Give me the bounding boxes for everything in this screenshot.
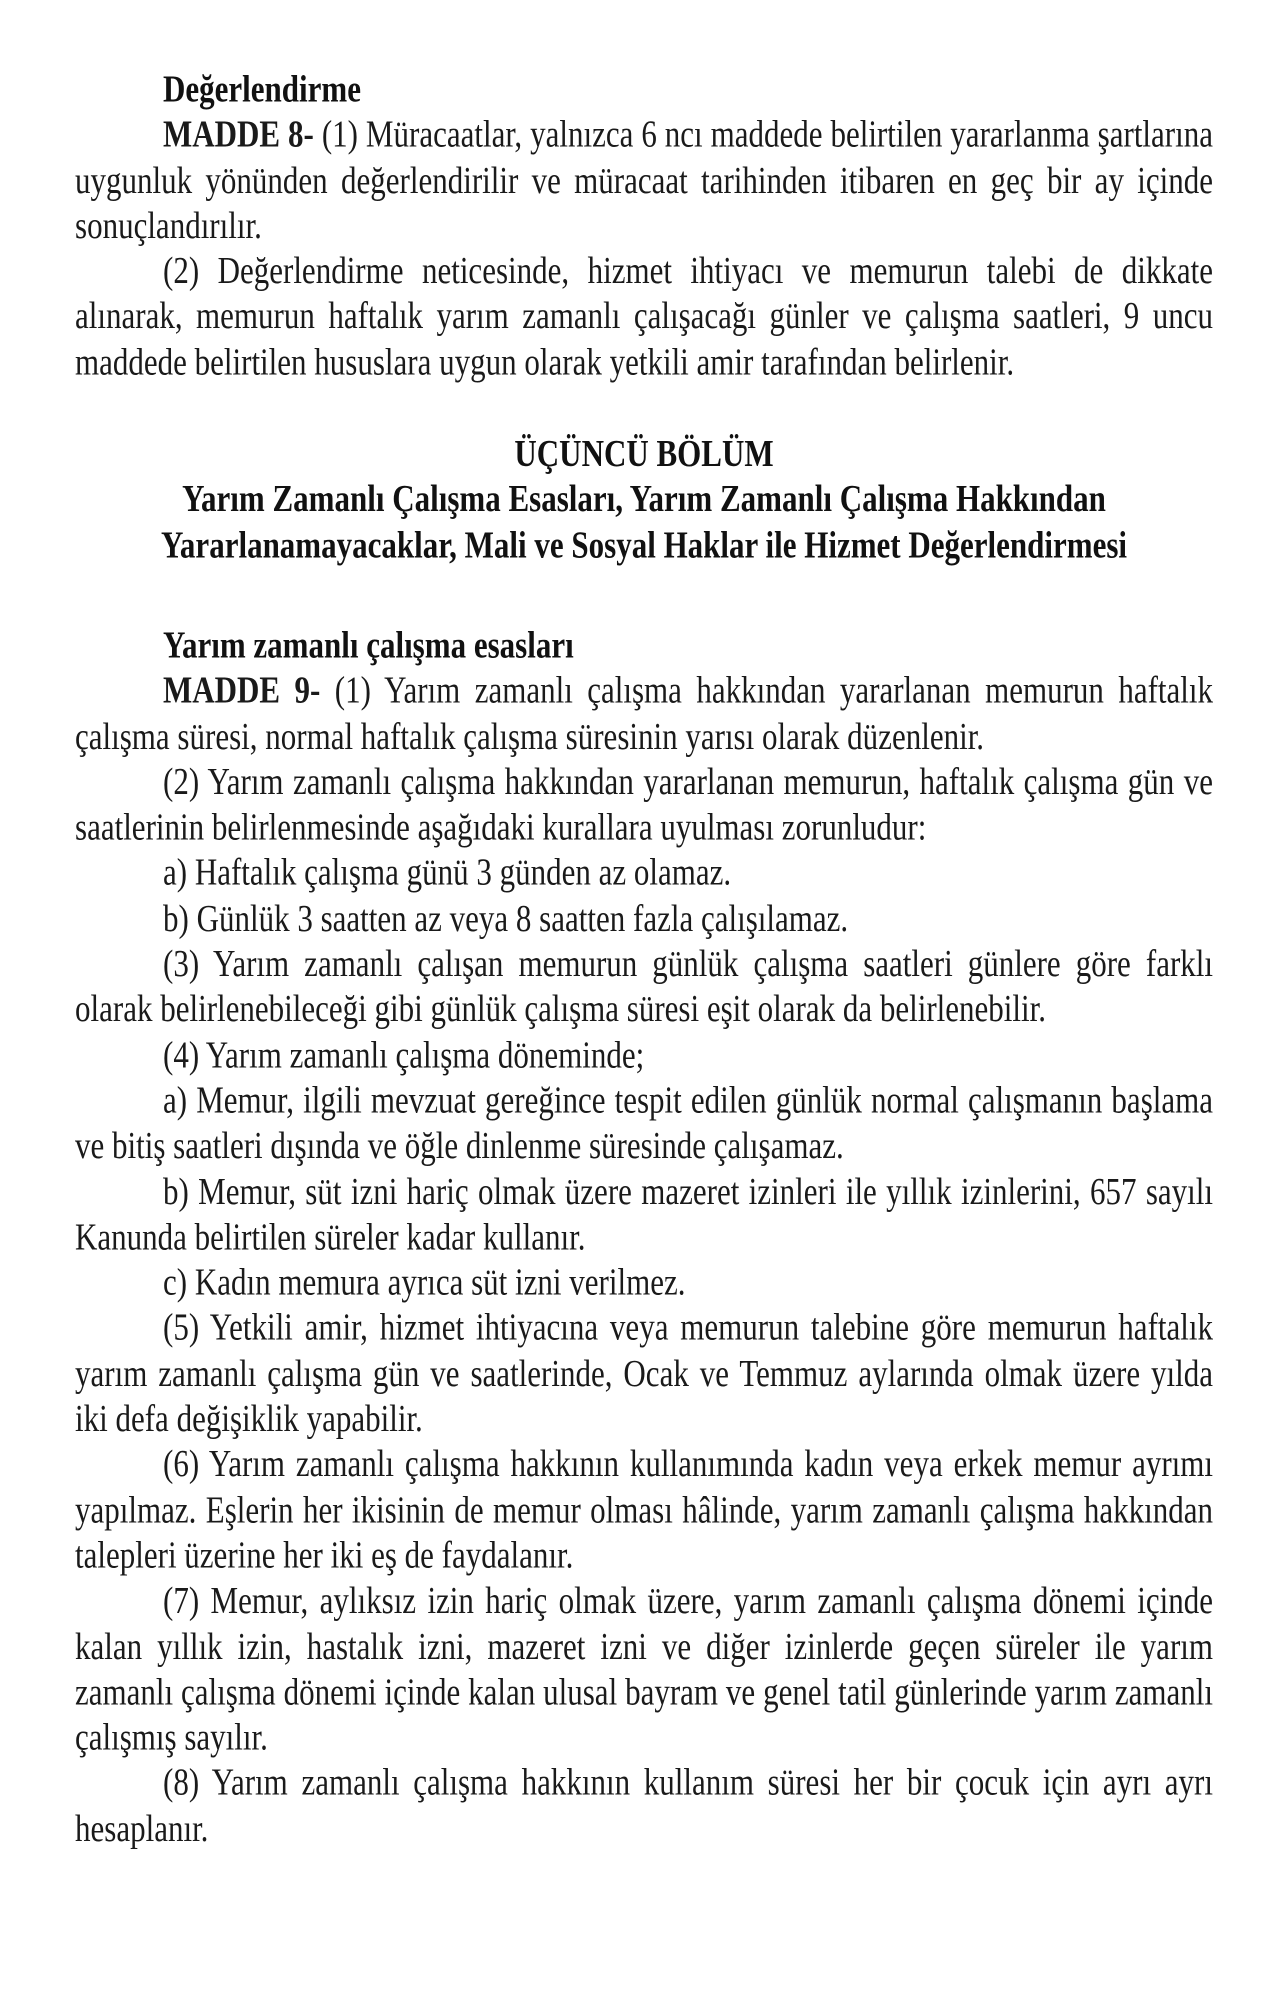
chapter-subtitle: Yarım Zamanlı Çalışma Esasları, Yarım Zamanlı Çalışma Hakkından Yararlanamayacaklar, Mali ve Sosyal Haklar ile Hizmet Değerlendirmesi: [160, 477, 1128, 566]
paragraph-madde9-clause7: (7) Memur, aylıksız izin hariç olmak üzere, yarım zamanlı çalışma dönemi içinde kalan yıllık izin, hastalık izni, mazeret izni ve diğer izinlerde geçen süreler ile yarım zamanlı çalışma dönemi içinde kalan ulusal bayram ve genel tatil günlerinde yarım zamanlı çalışmış sayılır.: [75, 1578, 1213, 1759]
paragraph-madde8-clause1: [75, 111, 1213, 248]
paragraph-madde9-clause1: [75, 668, 1213, 759]
paragraph-madde8-clause2: (2) Değerlendirme neticesinde, hizmet ihtiyacı ve memurun talebi de dikkate alınarak, memurun haftalık yarım zamanlı çalışacağı günler ve çalışma saatleri, 9 uncu maddede belirtilen hususlara uygun olarak yetkili amir tarafından belirlenir.: [75, 249, 1213, 383]
paragraph-madde9-clause4a: a) Memur, ilgili mevzuat gereğince tespit edilen günlük normal çalışmanın başlama ve bitiş saatleri dışında ve öğle dinlenme süresinde çalışamaz.: [75, 1078, 1213, 1167]
paragraph-madde9-clause6: (6) Yarım zamanlı çalışma hakkının kullanımında kadın veya erkek memur ayrımı yapılmaz. Eşlerin her ikisinin de memur olması hâlinde, yarım zamanlı çalışma hakkından talepleri üzerine her iki eş de faydalanır.: [75, 1442, 1213, 1577]
chapter-title: ÜÇÜNCÜ BÖLÜM: [514, 431, 774, 475]
heading-yarim-zamanli-esaslar: Yarım zamanlı çalışma esasları: [163, 623, 574, 667]
paragraph-madde9-clause2b: b) Günlük 3 saatten az veya 8 saatten fazla çalışılamaz.: [163, 896, 849, 940]
paragraph-madde9-clause2: (2) Yarım zamanlı çalışma hakkından yararlanan memurun, haftalık çalışma gün ve saatlerinin belirlenmesinde aşağıdaki kurallara uyulması zorunludur:: [75, 759, 1213, 849]
paragraph-madde9-clause2a: a) Haftalık çalışma günü 3 günden az olamaz.: [163, 850, 732, 894]
madde8-clause1-text: (1) Müracaatlar, yalnızca 6 ncı maddede belirtilen yararlanma şartlarına uygunluk yönünden değerlendirilir ve müracaat tarihinden itibaren en geç bir ay içinde sonuçlandırılır.: [75, 112, 1213, 247]
paragraph-madde9-clause4b: b) Memur, süt izni hariç olmak üzere mazeret izinleri ile yıllık izinlerini, 657 sayılı Kanunda belirtilen süreler kadar kullanır.: [75, 1169, 1213, 1258]
paragraph-madde9-clause4c: c) Kadın memura ayrıca süt izni verilmez.: [163, 1260, 686, 1304]
madde9-clause1-text: (1) Yarım zamanlı çalışma hakkından yararlanan memurun haftalık çalışma süresi, normal haftalık çalışma süresinin yarısı olarak düzenlenir.: [75, 668, 1213, 758]
heading-degerlendirme: Değerlendirme: [163, 67, 361, 110]
madde9-label: MADDE 9-: [163, 668, 321, 712]
paragraph-madde9-clause3: (3) Yarım zamanlı çalışan memurun günlük çalışma saatleri günlere göre farklı olarak belirlenebileceği gibi günlük çalışma süresi eşit olarak da belirlenebilir.: [75, 941, 1213, 1031]
paragraph-madde9-clause4: (4) Yarım zamanlı çalışma döneminde;: [163, 1032, 645, 1076]
paragraph-madde9-clause5: (5) Yetkili amir, hizmet ihtiyacına veya memurun talebine göre memurun haftalık yarım zamanlı çalışma gün ve saatlerinde, Ocak ve Temmuz aylarında olmak üzere yılda iki defa değişiklik yapabilir.: [75, 1305, 1213, 1440]
paragraph-madde9-clause8: (8) Yarım zamanlı çalışma hakkının kullanım süresi her bir çocuk için ayrı ayrı hesaplanır.: [75, 1760, 1213, 1850]
madde8-label: MADDE 8-: [163, 112, 314, 156]
